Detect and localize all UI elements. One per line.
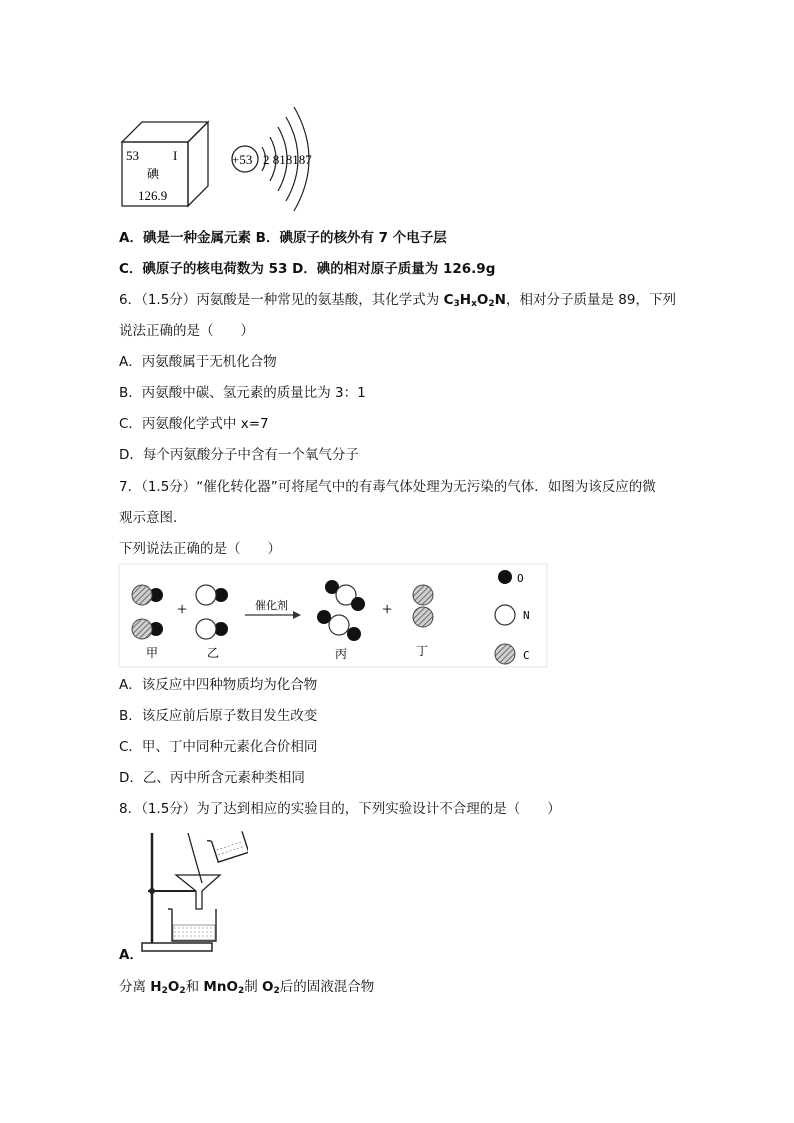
reactant-jia-molecules bbox=[132, 585, 163, 639]
q6-option-a: A．丙氨酸属于无机化合物 bbox=[119, 354, 277, 370]
q5-option-a: A．碘是一种金属元素 bbox=[119, 230, 256, 246]
iodine-diagram bbox=[118, 96, 338, 216]
product-ding-molecule bbox=[413, 585, 433, 627]
q7-option-b: B．该反应前后原子数目发生改变 bbox=[119, 708, 318, 724]
q7-option-c: C．甲、丁中同种元素化合价相同 bbox=[119, 739, 318, 755]
label-ding: 丁 bbox=[416, 644, 429, 658]
reaction-legend bbox=[495, 570, 530, 664]
q7-stem-line3: 下列说法正确的是（ ） bbox=[119, 541, 281, 557]
iodine-electrons: 2 818187 bbox=[263, 152, 312, 167]
iodine-nucleus: +53 bbox=[232, 152, 253, 167]
q6-option-c: C．丙氨酸化学式中 x=7 bbox=[119, 416, 269, 432]
svg-text:O: O bbox=[517, 572, 524, 585]
plus-sign-1: + bbox=[177, 599, 188, 619]
svg-text:N: N bbox=[523, 609, 530, 622]
iodine-mass: 126.9 bbox=[138, 188, 168, 203]
iodine-figure bbox=[118, 96, 338, 216]
q5-option-b: B．碘原子的核外有 7 个电子层 bbox=[255, 230, 447, 246]
o2-formula: $O_2$ bbox=[262, 979, 280, 996]
q6-option-d: D．每个丙氨酸分子中含有一个氧气分子 bbox=[119, 447, 359, 463]
svg-text:C: C bbox=[523, 649, 530, 662]
iodine-symbol: I bbox=[173, 148, 178, 163]
h2o2-formula: $H_2O_2$ bbox=[150, 979, 186, 996]
label-yi: 乙 bbox=[207, 646, 220, 660]
product-bing-molecules bbox=[317, 580, 365, 641]
reaction-diagram bbox=[118, 563, 548, 668]
q8-option-a-caption: 分离 $H_2O_2$和 MnO$_2$制 $O_2$后的固液混合物 bbox=[119, 979, 375, 996]
plus-sign-2: + bbox=[382, 599, 393, 619]
label-jia: 甲 bbox=[146, 646, 159, 660]
alanine-formula: $C_3H_xO_2N$ bbox=[443, 292, 506, 309]
q5-option-d: D．碘的相对原子质量为 126.9g bbox=[292, 261, 496, 277]
filtration-apparatus bbox=[138, 829, 248, 955]
q5-option-c: C．碘原子的核电荷数为 53 bbox=[119, 261, 293, 277]
label-bing: 丙 bbox=[335, 647, 348, 661]
q6-stem-line2: 说法正确的是（ ） bbox=[119, 323, 254, 339]
q6-option-b: B．丙氨酸中碳、氢元素的质量比为 3：1 bbox=[119, 385, 366, 401]
q7-option-a: A．该反应中四种物质均为化合物 bbox=[119, 677, 318, 693]
q6-stem: 6．（1.5分）丙氨酸是一种常见的氨基酸，其化学式为 $C_3H_xO_2N$，相对分子质量是 89，下列 bbox=[119, 292, 676, 309]
q5-options-ab bbox=[119, 228, 447, 248]
q7-option-d: D．乙、丙中所含元素种类相同 bbox=[119, 770, 305, 786]
q7-stem-line2: 观示意图． bbox=[119, 510, 187, 526]
iodine-name: 碘 bbox=[147, 167, 160, 181]
catalyst-label: 催化剂 bbox=[255, 599, 288, 612]
iodine-atomic-number: 53 bbox=[126, 148, 139, 163]
reactant-yi-molecules bbox=[196, 585, 228, 639]
q5-options-cd bbox=[119, 259, 495, 279]
q8-stem: 8．（1.5分）为了达到相应的实验目的，下列实验设计不合理的是（ ） bbox=[119, 801, 561, 817]
q7-stem-line1: 7．（1.5分）“催化转化器”可将尾气中的有毒气体处理为无污染的气体．如图为该反应的微 bbox=[119, 479, 656, 495]
q8-option-a-label: A． bbox=[119, 947, 143, 963]
mno2-formula: MnO$_2$ bbox=[203, 979, 245, 996]
